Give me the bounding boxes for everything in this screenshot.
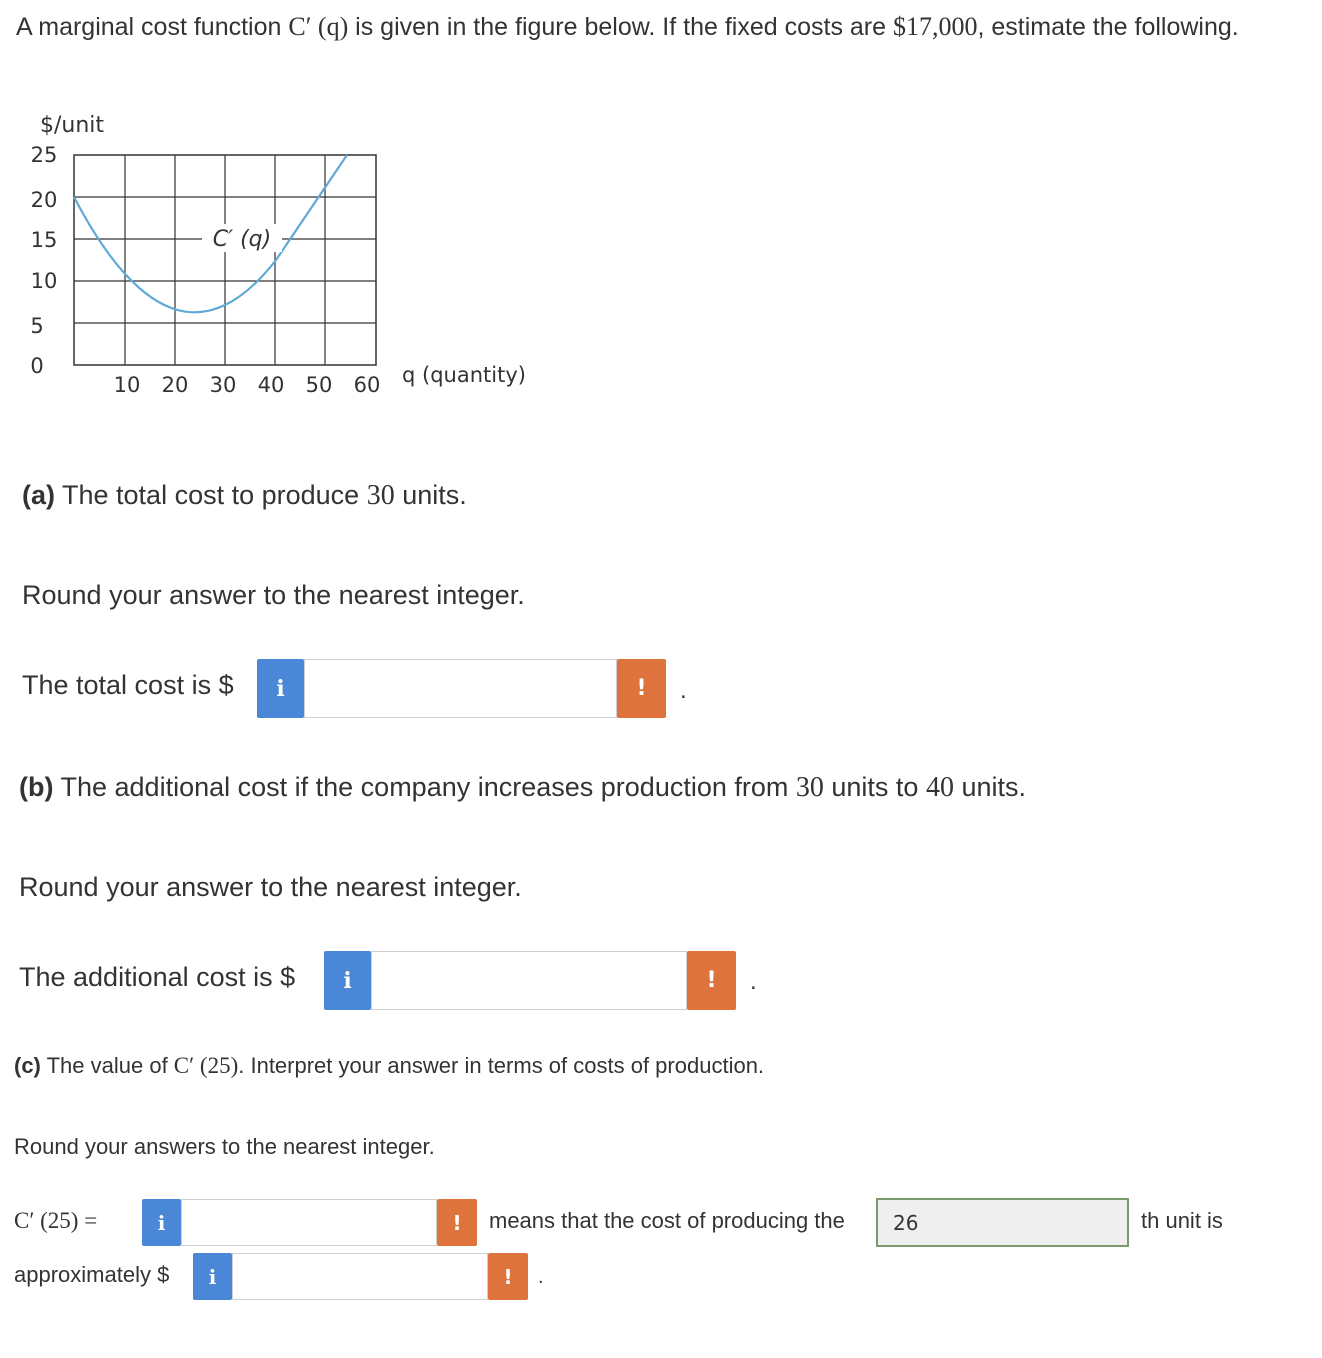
x-tick-label: 10 [113,373,141,397]
warning-icon[interactable]: ! [437,1199,477,1246]
th-unit-text: th unit is [1141,1208,1223,1233]
part-c-rounding-note: Round your answers to the nearest integer. [14,1134,435,1159]
prompt-function: C′ (q) [288,12,349,41]
unit-number-field[interactable]: 26 [876,1198,1129,1247]
prompt-text: A marginal cost function [16,13,289,41]
part-b-label: (b) [19,772,54,802]
period: . [680,677,687,704]
x-tick-label: 50 [305,373,333,397]
part-c-text: The value of [40,1053,174,1078]
part-a-number: 30 [366,480,395,511]
x-axis-label: q (quantity) [402,363,526,387]
x-tick-label: 60 [353,373,381,397]
c-prime-25-equation: C′ (25) = [14,1208,98,1233]
part-b-text: units. [953,772,1026,802]
prompt-text: , estimate the following. [977,13,1239,41]
y-tick-label: 0 [30,354,44,378]
warning-icon[interactable]: ! [488,1253,528,1300]
marginal-cost-graph [20,100,540,420]
part-b-number: 30 [795,772,824,803]
part-a-text: The total cost to produce [55,480,367,510]
c-prime-25-input[interactable] [181,1199,437,1246]
additional-cost-input[interactable] [371,951,687,1010]
part-a-label: (a) [22,480,55,510]
warning-icon[interactable]: ! [687,951,736,1010]
y-tick-label: 10 [30,269,58,293]
x-tick-label: 40 [257,373,285,397]
y-tick-label: 25 [30,143,58,167]
part-c-question [14,1053,764,1079]
part-c-text: . Interpret your answer in terms of costs of production. [238,1053,765,1078]
warning-icon[interactable]: ! [617,659,666,718]
y-tick-label: 5 [30,314,44,338]
part-c-label: (c) [14,1053,41,1078]
curve-label: C′ (q) [212,227,272,252]
info-icon[interactable]: i [257,659,304,718]
part-b-number: 40 [925,772,954,803]
part-c-function: C′ (25) [173,1053,239,1078]
info-icon[interactable]: i [193,1253,232,1300]
y-unit-label: $/unit [40,113,105,138]
info-icon[interactable]: i [324,951,371,1010]
part-b-text: The additional cost if the company increases production from [53,772,796,802]
c-prime-25-label [14,1208,97,1234]
y-tick-label: 15 [30,228,58,252]
fixed-cost: $17,000 [892,12,978,41]
part-b-text: units to [823,772,926,802]
info-icon[interactable]: i [142,1199,181,1246]
period: . [538,1266,544,1288]
x-tick-label: 30 [209,373,237,397]
x-tick-label: 20 [161,373,189,397]
part-b-rounding-note: Round your answer to the nearest integer. [19,872,522,902]
total-cost-input[interactable] [304,659,617,718]
grid [74,155,376,365]
approx-prefix: approximately $ [14,1262,170,1287]
y-tick-labels [30,143,57,378]
part-b-answer-prefix: The additional cost is $ [19,962,296,992]
problem-statement [16,12,1239,42]
part-a-answer-prefix: The total cost is $ [22,670,234,700]
y-tick-label: 20 [30,188,58,212]
part-a-question [22,480,467,512]
period: . [750,968,757,995]
x-tick-labels [114,373,381,397]
means-text: means that the cost of producing the [489,1208,845,1233]
part-b-question [19,772,1026,804]
prompt-text: is given in the figure below. If the fixed costs are [348,13,893,41]
part-a-text: units. [394,480,467,510]
unit-cost-input[interactable] [232,1253,488,1300]
part-a-rounding-note: Round your answer to the nearest integer. [22,580,525,610]
